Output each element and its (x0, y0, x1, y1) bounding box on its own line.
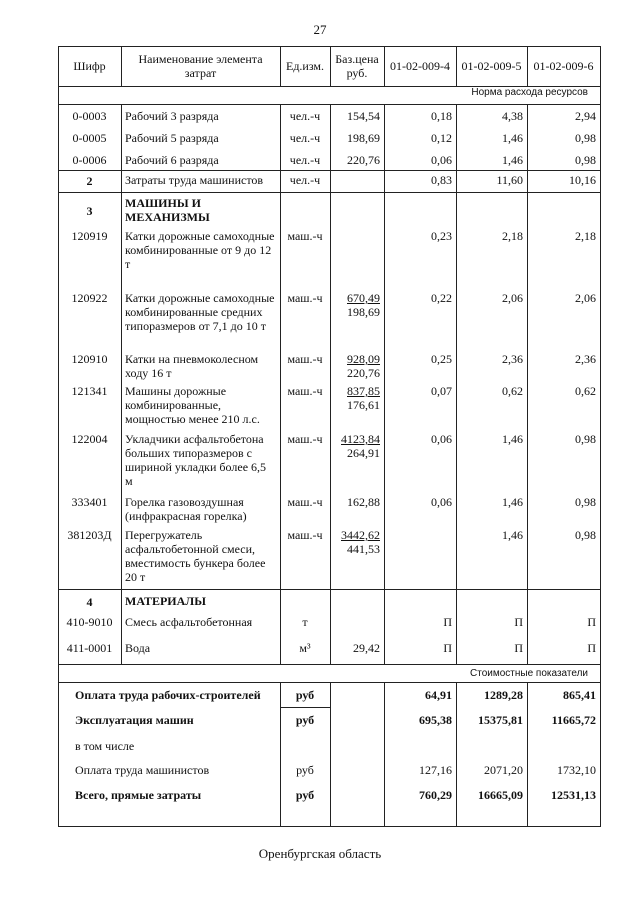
value-cell: П (514, 615, 523, 629)
table-vline (456, 682, 457, 826)
material-name: Вода (125, 641, 151, 655)
machine-unit: маш.-ч (287, 528, 323, 542)
worker-code: 0-0006 (72, 153, 107, 167)
value-cell: 0,18 (431, 109, 452, 123)
machine-unit: маш.-ч (287, 352, 323, 366)
material-code: 411-0001 (66, 641, 113, 655)
material-price: 29,42 (353, 641, 380, 655)
table-vline (330, 682, 331, 826)
table-vline (600, 46, 601, 826)
value-cell: 2,18 (502, 229, 523, 243)
machine-price: 162,88 (347, 495, 380, 509)
worker-code: 0-0003 (72, 109, 107, 123)
total-value: 11665,72 (551, 713, 596, 727)
total-name: Оплата труда рабочих-строителей (75, 688, 261, 702)
total-value: 64,91 (425, 688, 452, 702)
value-cell: 1,46 (502, 432, 523, 446)
table-hline (58, 589, 601, 590)
worker-unit: чел.-ч (289, 153, 321, 167)
machine-name: Катки на пневмоколесном ходу 16 т (125, 352, 259, 380)
section-3-title: МЕХАНИЗМЫ (125, 210, 210, 224)
value-cell: 0,12 (431, 131, 452, 145)
worker-price: 198,69 (347, 131, 380, 145)
section-4-code: 4 (86, 595, 93, 609)
machine-name: Машины дорожные комбинированные, мощностью менее 210 л.с. (125, 384, 260, 426)
machine-name: Укладчики асфальтобетона больших типоразмеров с шириной укладки более 6,5 м (125, 432, 267, 488)
total-name: Эксплуатация машин (75, 713, 194, 727)
material-unit: т (302, 615, 308, 629)
table-vline (121, 46, 122, 86)
material-name: Смесь асфальтобетонная (125, 615, 253, 629)
table-vline (330, 104, 331, 664)
value-cell: 2,06 (575, 291, 596, 305)
worker-unit: чел.-ч (289, 131, 321, 145)
machine-code: 381203Д (67, 528, 112, 542)
machine-code: 122004 (71, 432, 108, 446)
norm-caption: Норма расхода ресурсов (471, 87, 588, 98)
value-cell: 0,83 (431, 173, 452, 187)
value-cell: 0,06 (431, 153, 452, 167)
value-cell: 0,98 (575, 432, 596, 446)
value-cell: 0,06 (431, 495, 452, 509)
value-cell: 0,62 (502, 384, 523, 398)
value-cell: 0,98 (575, 131, 596, 145)
value-cell: 11,60 (496, 173, 523, 187)
machine-unit: маш.-ч (287, 229, 323, 243)
worker-price: 154,54 (347, 109, 380, 123)
machine-name: Горелка газовоздушная (инфракрасная горелка) (125, 495, 247, 523)
value-cell: 0,23 (431, 229, 452, 243)
table-vline (121, 104, 122, 664)
value-cell: 2,36 (502, 352, 523, 366)
table-vline (280, 682, 281, 826)
worker-price: 220,76 (347, 153, 380, 167)
machine-price-base: 3442,62 (341, 528, 380, 542)
value-cell: П (443, 615, 452, 629)
worker-unit: чел.-ч (289, 109, 321, 123)
section-4-title: МАТЕРИАЛЫ (125, 594, 206, 608)
machine-price-base: 4123,84 (341, 432, 380, 446)
machine-name: Катки дорожные самоходные комбинированные от 9 до 12 т (125, 229, 275, 271)
worker-name: Рабочий 5 разряда (125, 131, 219, 145)
section-3-code: 3 (86, 204, 93, 218)
total-value: 15375,81 (478, 713, 523, 727)
value-cell: 2,06 (502, 291, 523, 305)
total-name: Всего, прямые затраты (75, 788, 202, 802)
header-col-3: 01-02-009-6 (533, 59, 594, 73)
machine-price-labor: 198,69 (347, 305, 380, 319)
value-cell: П (514, 641, 523, 655)
section-3-title: МАШИНЫ И (125, 196, 201, 210)
table-vline (527, 682, 528, 826)
value-cell: 0,98 (575, 528, 596, 542)
value-cell: 10,16 (569, 173, 596, 187)
worker-name: Рабочий 3 разряда (125, 109, 219, 123)
value-cell: 2,36 (575, 352, 596, 366)
cost-caption: Стоимостные показатели (470, 668, 588, 679)
machine-code: 120910 (71, 352, 108, 366)
table-hline (58, 192, 601, 193)
value-cell: 4,38 (502, 109, 523, 123)
value-cell: 0,06 (431, 432, 452, 446)
material-code: 410-9010 (66, 615, 113, 629)
value-cell: П (443, 641, 452, 655)
machine-code: 120919 (71, 229, 108, 243)
total-value: 865,41 (563, 688, 596, 702)
value-cell: 1,46 (502, 528, 523, 542)
header-col-1: 01-02-009-4 (390, 59, 450, 73)
section-2-unit: чел.-ч (289, 173, 321, 187)
header-name: Наименование элемента затрат (138, 52, 263, 80)
machine-unit: маш.-ч (287, 495, 323, 509)
total-name: Оплата труда машинистов (75, 763, 210, 777)
section-2-name: Затраты труда машинистов (125, 173, 264, 187)
value-cell: 0,25 (431, 352, 452, 366)
value-cell: П (587, 641, 596, 655)
total-value: 2071,20 (484, 763, 523, 777)
value-cell: 0,98 (575, 153, 596, 167)
total-unit: руб (295, 788, 315, 802)
machine-unit: маш.-ч (287, 291, 323, 305)
page-number: 27 (313, 22, 327, 37)
footer-region: Оренбургская область (258, 846, 382, 861)
worker-name: Рабочий 6 разряда (125, 153, 219, 167)
value-cell: П (587, 615, 596, 629)
total-unit: руб (295, 713, 315, 727)
machine-price-labor: 220,76 (347, 366, 380, 380)
table-vline (330, 46, 331, 86)
total-value: 760,29 (419, 788, 452, 802)
table-hline (58, 664, 601, 665)
machine-name: Перегружатель асфальтобетонной смеси, вместимость бункера более 20 т (125, 528, 266, 584)
total-unit: руб (296, 763, 314, 777)
machine-price-base: 837,85 (347, 384, 380, 398)
total-value: 1732,10 (557, 763, 596, 777)
machine-code: 120922 (71, 291, 108, 305)
machine-code: 121341 (71, 384, 108, 398)
machine-code: 333401 (71, 495, 108, 509)
header-col-2: 01-02-009-5 (461, 59, 522, 73)
total-value: 12531,13 (551, 788, 596, 802)
table-hline (58, 170, 601, 171)
machine-price-base: 670,49 (347, 291, 380, 305)
table-vline (384, 104, 385, 664)
total-value: 695,38 (419, 713, 452, 727)
header-price: Баз.цена руб. (335, 52, 379, 80)
machine-price-labor: 264,91 (347, 446, 380, 460)
total-value: 127,16 (419, 763, 452, 777)
table-vline (384, 682, 385, 826)
value-cell: 1,46 (502, 495, 523, 509)
value-cell: 0,07 (431, 384, 452, 398)
value-cell: 1,46 (502, 153, 523, 167)
machine-price-base: 928,09 (347, 352, 380, 366)
total-name: в том числе (75, 739, 135, 753)
value-cell: 0,22 (431, 291, 452, 305)
total-value: 16665,09 (478, 788, 523, 802)
value-cell: 0,62 (575, 384, 596, 398)
value-cell: 0,98 (575, 495, 596, 509)
machine-unit: маш.-ч (287, 432, 323, 446)
machine-name: Катки дорожные самоходные комбинированные средних типоразмеров от 7,1 до 10 т (125, 291, 275, 333)
table-vline (456, 104, 457, 664)
value-cell: 1,46 (502, 131, 523, 145)
header-unit: Ед.изм. (285, 59, 325, 73)
table-hline (58, 826, 601, 827)
machine-price-labor: 176,61 (347, 398, 380, 412)
machine-price-labor: 441,53 (347, 542, 380, 556)
table-vline (527, 104, 528, 664)
section-2-code: 2 (86, 174, 93, 188)
worker-code: 0-0005 (72, 131, 107, 145)
total-value: 1289,28 (484, 688, 523, 702)
machine-unit: маш.-ч (287, 384, 323, 398)
total-unit: руб (295, 688, 315, 702)
value-cell: 2,18 (575, 229, 596, 243)
header-code: Шифр (73, 59, 106, 73)
value-cell: 2,94 (575, 109, 596, 123)
material-unit: м³ (299, 641, 311, 655)
table-hline (280, 707, 331, 708)
